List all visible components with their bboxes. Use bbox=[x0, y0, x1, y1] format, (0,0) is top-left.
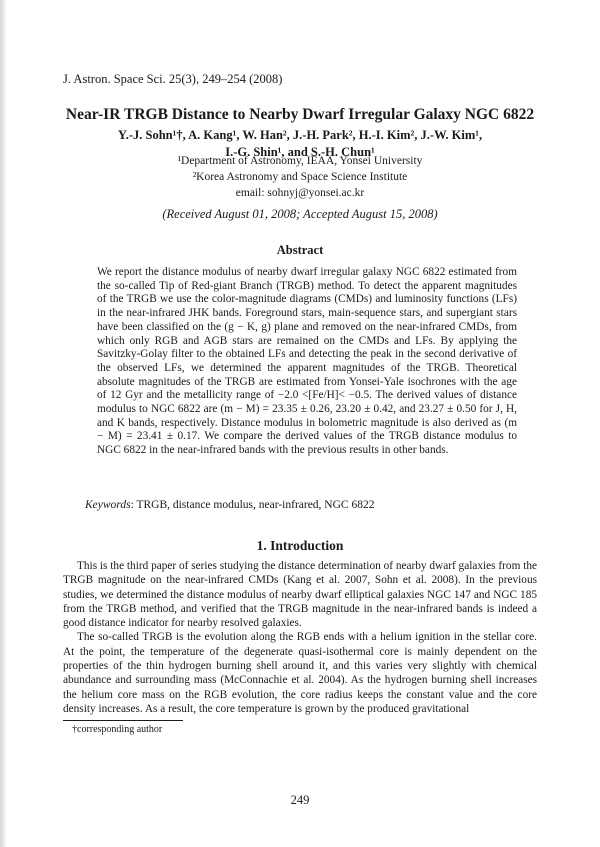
footnote-rule bbox=[63, 720, 183, 721]
footnote: †corresponding author bbox=[72, 724, 163, 735]
abstract-body: We report the distance modulus of nearby dwarf irregular galaxy NGC 6822 estimated from the so-called Tip of Red-giant Branch (TRGB) method. To detect the apparent magnitudes of the TRGB we use the color-magnitude diagrams (CMDs) and luminosity functions (LFs) in the near-infrared JHK bands. Foreground stars, main-sequence stars, and supergiant stars have been classified on the (g − K, g) plane and removed on the near-infrared CMDs, from which only RGB and AGB stars are remained on the CMDs and LFs. By applying the Savitzky-Golay filter to the obtained LFs and detecting the peak in the second derivative of the observed LFs, we determined the apparent magnitudes of the TRGB. Theoretical absolute magnitudes of the TRGB are estimated from Yonsei-Yale isochrones with the age of 12 Gyr and the metallicity range of −2.0 <[Fe/H]< −0.5. The derived values of distance modulus to NGC 6822 are (m − M) = 23.35 ± 0.26, 23.20 ± 0.42, and 23.27 ± 0.50 for J, H, and K bands, respectively. Distance modulus in bolometric magnitude is also derived as (m − M) = 23.41 ± 0.17. We compare the derived values of the TRGB distance modulus to NGC 6822 in the near-infrared bands with the previous results in other bands. bbox=[97, 266, 517, 457]
section-heading-introduction: 1. Introduction bbox=[256, 538, 344, 553]
affiliation-2: ²Korea Astronomy and Space Science Institute bbox=[192, 171, 408, 183]
author-line-2: I.-G. Shin¹, and S.-H. Chun¹ bbox=[225, 145, 375, 159]
page-number: 249 bbox=[290, 793, 310, 807]
intro-paragraph-2: The so-called TRGB is the evolution along the RGB ends with a helium ignition in the stellar core. At the point, the temperature of the degenerate quasi-isothermal core is mainly dependent on the properties of the thin hydrogen burning shell around it, and this varies very slightly with chemical abundance and surrounding mass (McConnachie et al. 2004). As the hydrogen burning shell increases the helium core mass on the RGB evolution, the core radius keeps the constant value and the core density increases. As a result, the core temperature is grown by the produced gravitational bbox=[63, 631, 537, 715]
contact-email: email: sohnyj@yonsei.ac.kr bbox=[235, 187, 365, 199]
paper-title: Near-IR TRGB Distance to Nearby Dwarf Irregular Galaxy NGC 6822 bbox=[65, 106, 535, 123]
scan-edge-shadow bbox=[0, 0, 7, 847]
keywords-text: : TRGB, distance modulus, near-infrared, NGC 6822 bbox=[130, 499, 375, 511]
affiliation-1: ¹Department of Astronomy, IEAA, Yonsei University bbox=[177, 155, 423, 167]
keywords-label: Keywords bbox=[85, 499, 131, 511]
introduction-body bbox=[63, 559, 537, 716]
affiliations bbox=[60, 153, 540, 201]
received-dates: (Received August 01, 2008; Accepted August 15, 2008) bbox=[162, 207, 438, 221]
author-line-1: Y.-J. Sohn¹†, A. Kang¹, W. Han², J.-H. Park², H.-I. Kim², J.-W. Kim¹, bbox=[117, 128, 483, 142]
journal-citation: J. Astron. Space Sci. 25(3), 249–254 (2008) bbox=[63, 72, 283, 86]
keywords-line bbox=[85, 499, 374, 511]
intro-paragraph-1: This is the third paper of series studying the distance determination of nearby dwarf galaxies from the TRGB magnitude on the near-infrared CMDs (Kang et al. 2007, Sohn et al. 2008). In the previous studies, we determined the distance modulus of nearby dwarf elliptical galaxies NGC 147 and NGC 185 from the TRGB method, and verified that the TRGB magnitude in the near-infrared bands is indeed a good distance indicator for nearby resolved galaxies. bbox=[63, 560, 537, 630]
abstract-heading: Abstract bbox=[276, 243, 324, 257]
